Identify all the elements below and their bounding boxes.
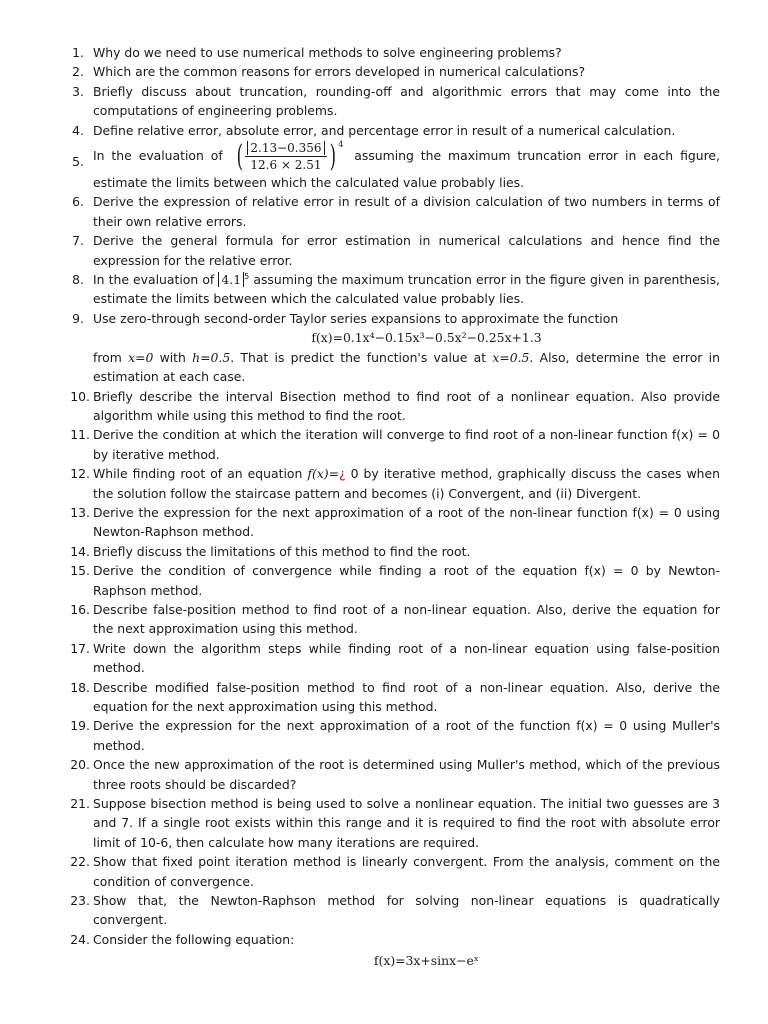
question-18 xyxy=(0,678,768,717)
equation-24: f(x)=3x+sinx−eˣ xyxy=(373,953,480,969)
question-8 xyxy=(0,270,768,309)
fraction xyxy=(245,140,326,173)
question-text: Define relative error, absolute error, and percentage error in result of a numerical calculation. xyxy=(93,122,676,138)
question-text: Consider the following equation: xyxy=(93,931,295,947)
question-12 xyxy=(0,464,768,503)
question-16 xyxy=(0,600,768,639)
question-10 xyxy=(0,387,768,426)
question-4 xyxy=(0,121,768,140)
question-22 xyxy=(0,852,768,891)
question-text: Derive the expression of relative error in result of a division calculation of two numbers in terms of their own relative errors. xyxy=(93,194,720,229)
question-6 xyxy=(0,192,768,231)
question-text: Derive the general formula for error estimation in numerical calculations and hence find the expression for the relative error. xyxy=(93,233,720,268)
text-post: . Also, determine the error in estimation at each case. xyxy=(93,349,720,385)
taylor-function-equation: f(x)=0.1x⁴−0.15x³−0.5x²−0.25x+1.3 xyxy=(311,330,542,346)
question-15 xyxy=(0,561,768,600)
numerator-abs: 2.13−0.356 xyxy=(247,141,324,155)
question-text-post: assuming the maximum truncation error in each figure, estimate the limits between which the calculated value probably lies. xyxy=(93,148,720,191)
question-number: 7. xyxy=(72,233,84,249)
question-number: 10. xyxy=(70,388,90,404)
left-paren: ( xyxy=(236,138,243,174)
question-2 xyxy=(0,62,768,81)
question-list xyxy=(0,43,768,971)
question-text-pre: In the evaluation of xyxy=(93,272,215,288)
question-sheet xyxy=(0,43,768,971)
abs-base: 4.1 xyxy=(218,272,244,287)
question-11 xyxy=(0,425,768,464)
question-text: Suppose bisection method is being used to solve a nonlinear equation. The initial two guesses are 3 and 7. If a single root exists within this range and it is required to find the root with absolute error limit of 10-6, then calculate how many iterations are required. xyxy=(93,796,720,850)
question-number: 12. xyxy=(70,466,90,482)
question-number: 9. xyxy=(72,310,84,326)
question-number: 17. xyxy=(70,640,90,656)
text-mid: . That is predict the function's value at xyxy=(230,349,487,365)
question-text: Briefly describe the interval Bisection method to find root of a nonlinear equation. Also provide algorithm while using this method to find the root. xyxy=(93,388,720,423)
question-text: Which are the common reasons for errors developed in numerical calculations? xyxy=(93,64,586,80)
question-number: 1. xyxy=(72,45,84,60)
question-text-pre: In the evaluation of xyxy=(93,148,223,164)
question-number: 2. xyxy=(72,64,84,80)
question-21 xyxy=(0,794,768,852)
question-number: 8. xyxy=(72,272,84,288)
question-number: 21. xyxy=(70,796,90,812)
question-text: Once the new approximation of the root is determined using Muller's method, which of the previous three roots should be discarded? xyxy=(93,757,720,792)
question-text-post: assuming the maximum truncation error in the figure given in parenthesis, estimate the limits between which the calculated value probably lies. xyxy=(93,272,720,307)
h-value: h=0.5 xyxy=(192,349,231,365)
question-text: Derive the condition at which the iteration will converge to find root of a non-linear function f(x) = 0 by iterative method. xyxy=(93,427,720,462)
fraction-expression: ( $\frac{2.13-0.356}{12.6 \times 2.51}$ ) $^4$ xyxy=(236,138,344,174)
question-3 xyxy=(0,82,768,121)
question-text: Write down the algorithm steps while finding root of a non-linear equation using false-position method. xyxy=(93,640,720,676)
question-text: Briefly discuss the limitations of this method to find the root. xyxy=(93,543,471,559)
question-24 xyxy=(0,930,768,971)
question-text: Use zero-through second-order Taylor series expansions to approximate the function xyxy=(93,310,619,326)
question-text: Describe modified false-position method to find root of a non-linear equation. Also, derive the equation for the next approximation using this method. xyxy=(93,679,720,714)
question-9 xyxy=(0,309,768,387)
question-13 xyxy=(0,503,768,542)
question-23 xyxy=(0,891,768,930)
question-number: 5. xyxy=(72,154,84,170)
question-number: 4. xyxy=(72,122,84,138)
question-number: 3. xyxy=(72,83,84,99)
right-paren: ) xyxy=(329,138,336,174)
question-number: 20. xyxy=(70,757,90,773)
question-1 xyxy=(0,43,768,62)
question-text: Briefly discuss about truncation, rounding-off and algorithmic errors that may come into the computations of engineering problems. xyxy=(93,83,720,119)
question-number: 6. xyxy=(72,194,84,210)
garbled-symbol: ¿ xyxy=(339,466,346,482)
question-text: Show that fixed point iteration method is linearly convergent. From the analysis, comment on the condition of convergence. xyxy=(93,854,720,889)
question-7 xyxy=(0,231,768,270)
question-number: 16. xyxy=(70,601,90,617)
question-text: Show that, the Newton-Raphson method for solving non-linear equations is quadratically convergent. xyxy=(93,893,720,928)
question-5 xyxy=(0,140,768,192)
question-text: Derive the condition of convergence while finding a root of the equation f(x) = 0 by Newton-Raphson method. xyxy=(93,563,720,598)
question-text-post: 0 by iterative method, graphically discuss the cases when the solution follow the staircase pattern and becomes (i) Convergent, and (ii) Divergent. xyxy=(93,466,720,501)
question-14 xyxy=(0,542,768,561)
question-number: 11. xyxy=(70,427,90,443)
x0-value: x=0 xyxy=(128,349,154,365)
x1-value: x=0.5 xyxy=(492,349,530,365)
question-number: 19. xyxy=(70,718,90,734)
text-with: with xyxy=(159,349,186,365)
question-text-pre: While finding root of an equation xyxy=(93,466,303,482)
text-from: from xyxy=(93,349,122,365)
question-17 xyxy=(0,639,768,678)
question-20 xyxy=(0,755,768,794)
question-text: Derive the expression for the next approximation of a root of the non-linear function f(x) = 0 using Newton-Raphson method. xyxy=(93,504,720,540)
question-number: 15. xyxy=(70,563,90,579)
question-number: 23. xyxy=(70,893,90,909)
question-number: 13. xyxy=(70,504,90,520)
exponent: 5 xyxy=(244,271,250,281)
fraction-numerator xyxy=(245,140,326,157)
question-text: Describe false-position method to find root of a non-linear equation. Also, derive the equation for the next approximation using this method. xyxy=(93,601,720,637)
question-text: Derive the expression for the next approximation of a root of the function f(x) = 0 using Muller's method. xyxy=(93,718,720,753)
question-number: 24. xyxy=(70,931,90,947)
question-number: 14. xyxy=(70,543,90,559)
function-expression: f(x)= xyxy=(307,466,339,482)
question-number: 22. xyxy=(70,854,90,870)
question-text: Why do we need to use numerical methods to solve engineering problems? xyxy=(93,45,562,60)
question-number: 18. xyxy=(70,679,90,695)
question-19 xyxy=(0,716,768,755)
fraction-denominator: 12.6 × 2.51 xyxy=(250,158,322,173)
